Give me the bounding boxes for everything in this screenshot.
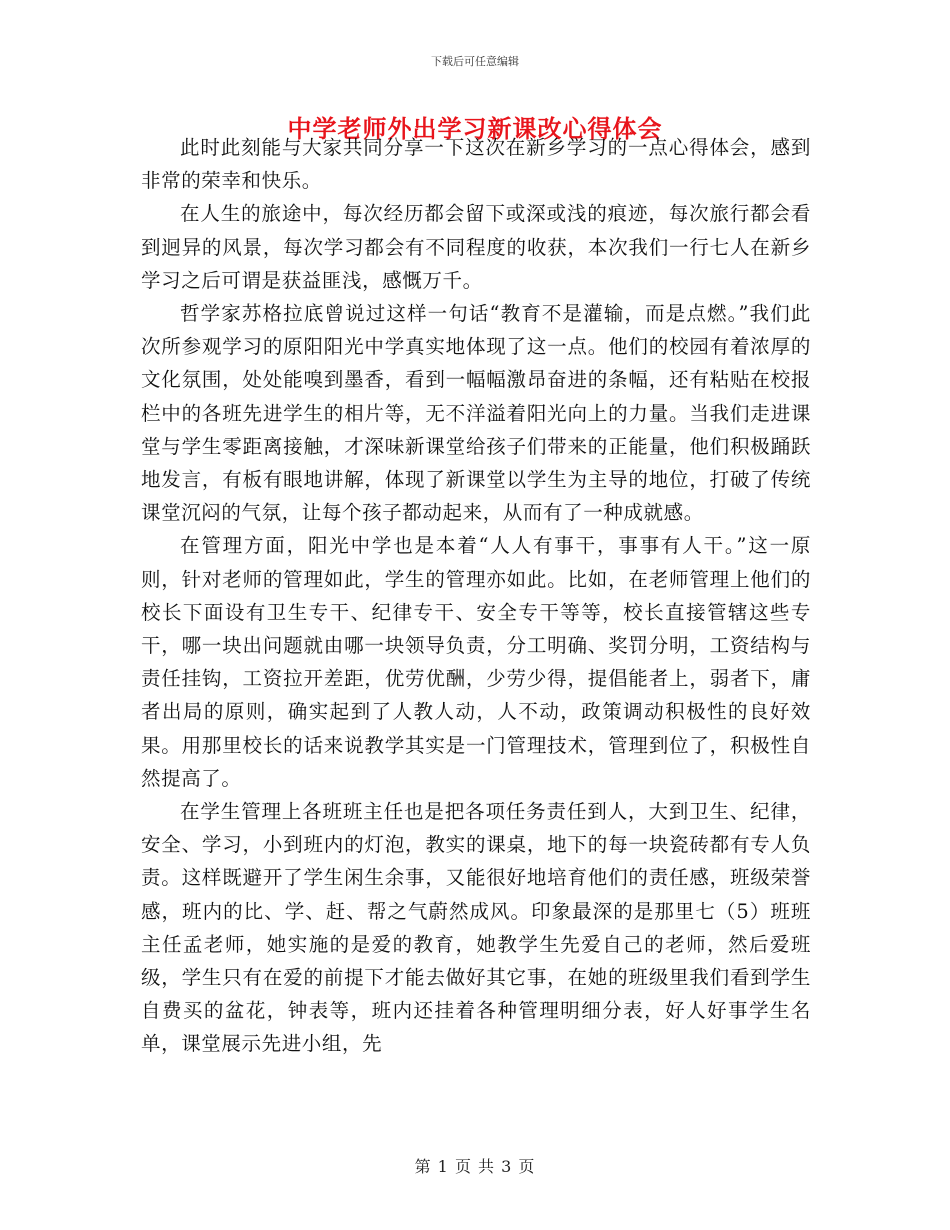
- document-title: 中学老师外出学习新课改心得体会: [287, 114, 663, 143]
- header-note: 下载后可任意编辑: [431, 55, 519, 68]
- paragraph-journey: 在人生的旅途中，每次经历都会留下或深或浅的痕迹，每次旅行都会看到迥异的风景，每次学习都会有不同程度的收获，本次我们一行七人在新乡学习之后可谓是获益匪浅，感慨万千。: [141, 202, 811, 292]
- paragraph-intro: 此时此刻能与大家共同分享一下这次在新乡学习的一点心得体会，感到非常的荣幸和快乐。: [141, 136, 811, 193]
- paragraph-socrates: 哲学家苏格拉底曾说过这样一句话“教育不是灌输，而是点燃。”我们此次所参观学习的原阳阳光中学真实地体现了这一点。他们的校园有着浓厚的文化氛围，处处能嗅到墨香，看到一幅幅激昂奋进的条幅，还有粘贴在校报栏中的各班先进学生的相片等，无不洋溢着阳光向上的力量。当我们走进课堂与学生零距离接触，才深味新课堂给孩子们带来的正能量，他们积极踊跃地发言，有板有眼地讲解，体现了新课堂以学生为主导的地位，打破了传统课堂沉闷的气氛，让每个孩子都动起来，从而有了一种成就感。: [141, 302, 811, 525]
- paragraph-student-management: 在学生管理上各班班主任也是把各项任务责任到人，大到卫生、纪律，安全、学习，小到班内的灯泡，教实的课桌，地下的每一块瓷砖都有专人负责。这样既避开了学生闲生余事，又能很好地培育他们的责任感，班级荣誉感，班内的比、学、赶、帮之气蔚然成风。印象最深的是那里七（5）班班主任孟老师，她实施的是爱的教育，她教学生先爱自己的老师，然后爱班级，学生只有在爱的前提下才能去做好其它事，在她的班级里我们看到学生自费买的盆花，钟表等，班内还挂着各种管理明细分表，好人好事学生名单，课堂展示先进小组，先: [141, 800, 811, 1056]
- paragraph-management: 在管理方面，阳光中学也是本着“人人有事干，事事有人干。”这一原则，针对老师的管理如此，学生的管理亦如此。比如，在老师管理上他们的校长下面设有卫生专干、纪律专干、安全专干等等，校长直接管辖这些专干，哪一块出问题就由哪一块领导负责，分工明确、奖罚分明，工资结构与责任挂钩，工资拉开差距，优劳优酬，少劳少得，提倡能者上，弱者下，庸者出局的原则，确实起到了人教人动，人不动，政策调动积极性的良好效果。用那里校长的话来说教学其实是一门管理技术，管理到位了，积极性自然提高了。: [141, 534, 811, 790]
- document-body: [141, 131, 811, 1061]
- page-footer: 第 1 页 共 3 页: [414, 1157, 536, 1176]
